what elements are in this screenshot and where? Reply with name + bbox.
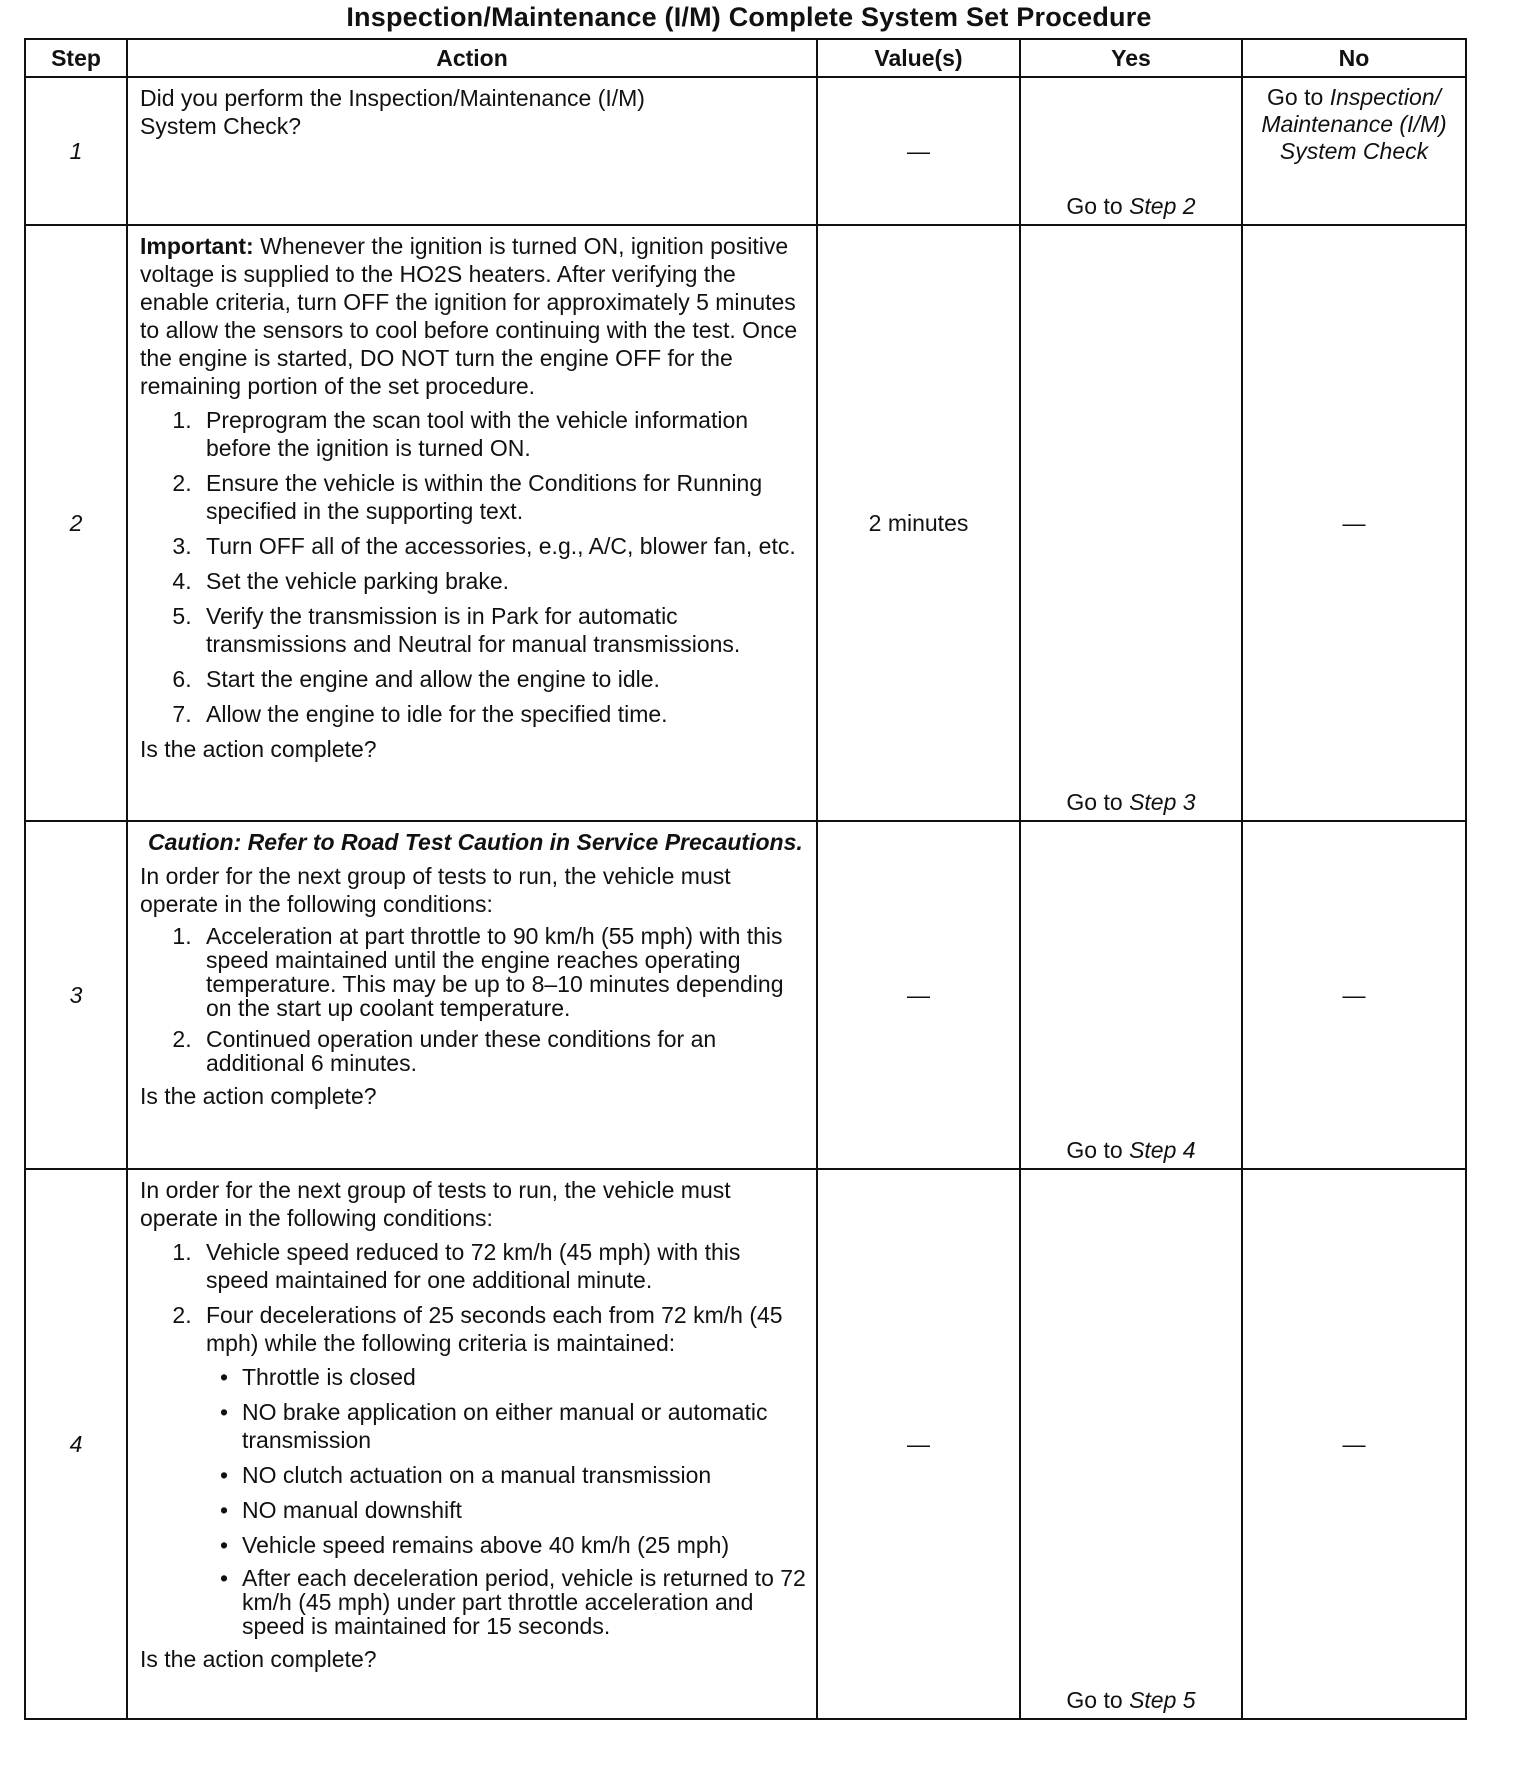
header-yes: Yes	[1020, 39, 1242, 77]
list-item	[198, 1301, 806, 1638]
list-item: 6. Start the engine and allow the engine to idle.	[198, 665, 806, 693]
action-cell	[127, 821, 817, 1169]
step-number: 4	[25, 1169, 127, 1719]
criteria-bullet-list	[206, 1363, 806, 1638]
list-item: 1. Preprogram the scan tool with the vehicle information before the ignition is turned ON.	[198, 406, 806, 462]
list-item-text: Four decelerations of 25 seconds each from 72 km/h (45 mph) while the following criteria is maintained:	[206, 1302, 783, 1356]
yes-prefix: Go to	[1066, 193, 1130, 219]
page-title: Inspection/Maintenance (I/M) Complete System Set Procedure	[346, 2, 1152, 32]
list-item: 3. Turn OFF all of the accessories, e.g., A/C, blower fan, etc.	[198, 532, 806, 560]
table-row-step-2	[25, 225, 1466, 821]
bullet-item	[220, 1565, 806, 1639]
action-intro: In order for the next group of tests to run, the vehicle must operate in the following conditions:	[140, 863, 731, 917]
important-note	[140, 232, 806, 400]
yes-link-step-3[interactable]: Step 3	[1129, 789, 1196, 815]
bullet-icon: •	[220, 1532, 229, 1558]
list-item: 5. Verify the transmission is in Park for automatic transmissions and Neutral for manual transmissions.	[198, 602, 806, 658]
action-question: Is the action complete?	[140, 736, 377, 762]
bullet-item	[220, 1363, 806, 1391]
bullet-text: NO manual downshift	[242, 1497, 462, 1523]
action-question: Did you perform the Inspection/Maintenance (I/M) System Check?	[140, 85, 645, 139]
value-cell: —	[817, 77, 1020, 225]
yes-cell	[1020, 1169, 1242, 1719]
caution-note: Caution: Refer to Road Test Caution in Service Precautions.	[148, 829, 803, 855]
yes-cell	[1020, 77, 1242, 225]
action-intro: In order for the next group of tests to run, the vehicle must operate in the following conditions:	[140, 1177, 731, 1231]
no-link-im-system-check[interactable]: Inspection/ Maintenance (I/M) System Check	[1261, 84, 1447, 164]
bullet-text: Vehicle speed remains above 40 km/h (25 mph)	[242, 1532, 730, 1558]
no-cell: —	[1242, 225, 1466, 821]
bullet-text: After each deceleration period, vehicle is returned to 72 km/h (45 mph) under part throttle acceleration and speed is maintained for 15 seconds.	[242, 1565, 806, 1639]
list-item: 7. Allow the engine to idle for the specified time.	[198, 700, 806, 728]
yes-cell	[1020, 225, 1242, 821]
action-steps-list	[140, 924, 806, 1075]
bullet-item	[220, 1398, 806, 1454]
action-cell	[127, 225, 817, 821]
step-number: 3	[25, 821, 127, 1169]
table-header-row	[25, 39, 1466, 77]
yes-prefix: Go to	[1066, 1687, 1130, 1713]
yes-link-step-5[interactable]: Step 5	[1129, 1687, 1196, 1713]
header-no: No	[1242, 39, 1466, 77]
yes-link-step-2[interactable]: Step 2	[1129, 193, 1196, 219]
action-question: Is the action complete?	[140, 1646, 377, 1672]
bullet-icon: •	[220, 1497, 229, 1523]
yes-prefix: Go to	[1066, 1137, 1130, 1163]
table-row-step-1	[25, 77, 1466, 225]
no-cell: —	[1242, 1169, 1466, 1719]
action-question: Is the action complete?	[140, 1083, 377, 1109]
list-item: 2. Ensure the vehicle is within the Conditions for Running specified in the supporting text.	[198, 469, 806, 525]
bullet-text: NO clutch actuation on a manual transmission	[242, 1462, 712, 1488]
bullet-item	[220, 1496, 806, 1524]
important-label: Important:	[140, 233, 254, 259]
value-cell: 2 minutes	[817, 225, 1020, 821]
step-number: 1	[25, 77, 127, 225]
header-action: Action	[127, 39, 817, 77]
list-item: 4. Set the vehicle parking brake.	[198, 567, 806, 595]
table-row-step-4	[25, 1169, 1466, 1719]
yes-cell	[1020, 821, 1242, 1169]
no-cell: —	[1242, 821, 1466, 1169]
header-values: Value(s)	[817, 39, 1020, 77]
list-item: 1. Vehicle speed reduced to 72 km/h (45 mph) with this speed maintained for one additional minute.	[198, 1238, 806, 1294]
important-text: Whenever the ignition is turned ON, ignition positive voltage is supplied to the HO2S heaters. After verifying the enable criteria, turn OFF the ignition for approximately 5 minutes to allow the sensors to cool before continuing with the test. Once the engine is started, DO NOT turn the engine OFF for the remaining portion of the set procedure.	[140, 233, 798, 399]
no-prefix: Go to	[1267, 84, 1330, 110]
list-item: 1. Acceleration at part throttle to 90 km/h (55 mph) with this speed maintained until the engine reaches operating temperature. This may be up to 8–10 minutes depending on the start up coolant temperature.	[198, 924, 806, 1020]
procedure-table-wrapper	[24, 38, 1467, 1720]
bullet-text: NO brake application on either manual or automatic transmission	[242, 1399, 768, 1453]
header-step: Step	[25, 39, 127, 77]
action-cell	[127, 77, 817, 225]
bullet-icon: •	[220, 1565, 229, 1591]
bullet-item	[220, 1531, 806, 1559]
action-steps-list	[140, 1238, 806, 1638]
yes-prefix: Go to	[1066, 789, 1130, 815]
value-cell: —	[817, 1169, 1020, 1719]
table-row-step-3	[25, 821, 1466, 1169]
list-item: 2. Continued operation under these conditions for an additional 6 minutes.	[198, 1027, 806, 1075]
step-number: 2	[25, 225, 127, 821]
bullet-text: Throttle is closed	[242, 1364, 416, 1390]
action-cell	[127, 1169, 817, 1719]
bullet-icon: •	[220, 1462, 229, 1488]
bullet-icon: •	[220, 1364, 229, 1390]
action-steps-list	[140, 406, 806, 728]
no-cell	[1242, 77, 1466, 225]
bullet-item	[220, 1461, 806, 1489]
yes-link-step-4[interactable]: Step 4	[1129, 1137, 1196, 1163]
bullet-icon: •	[220, 1399, 229, 1425]
procedure-table	[24, 38, 1467, 1720]
value-cell: —	[817, 821, 1020, 1169]
